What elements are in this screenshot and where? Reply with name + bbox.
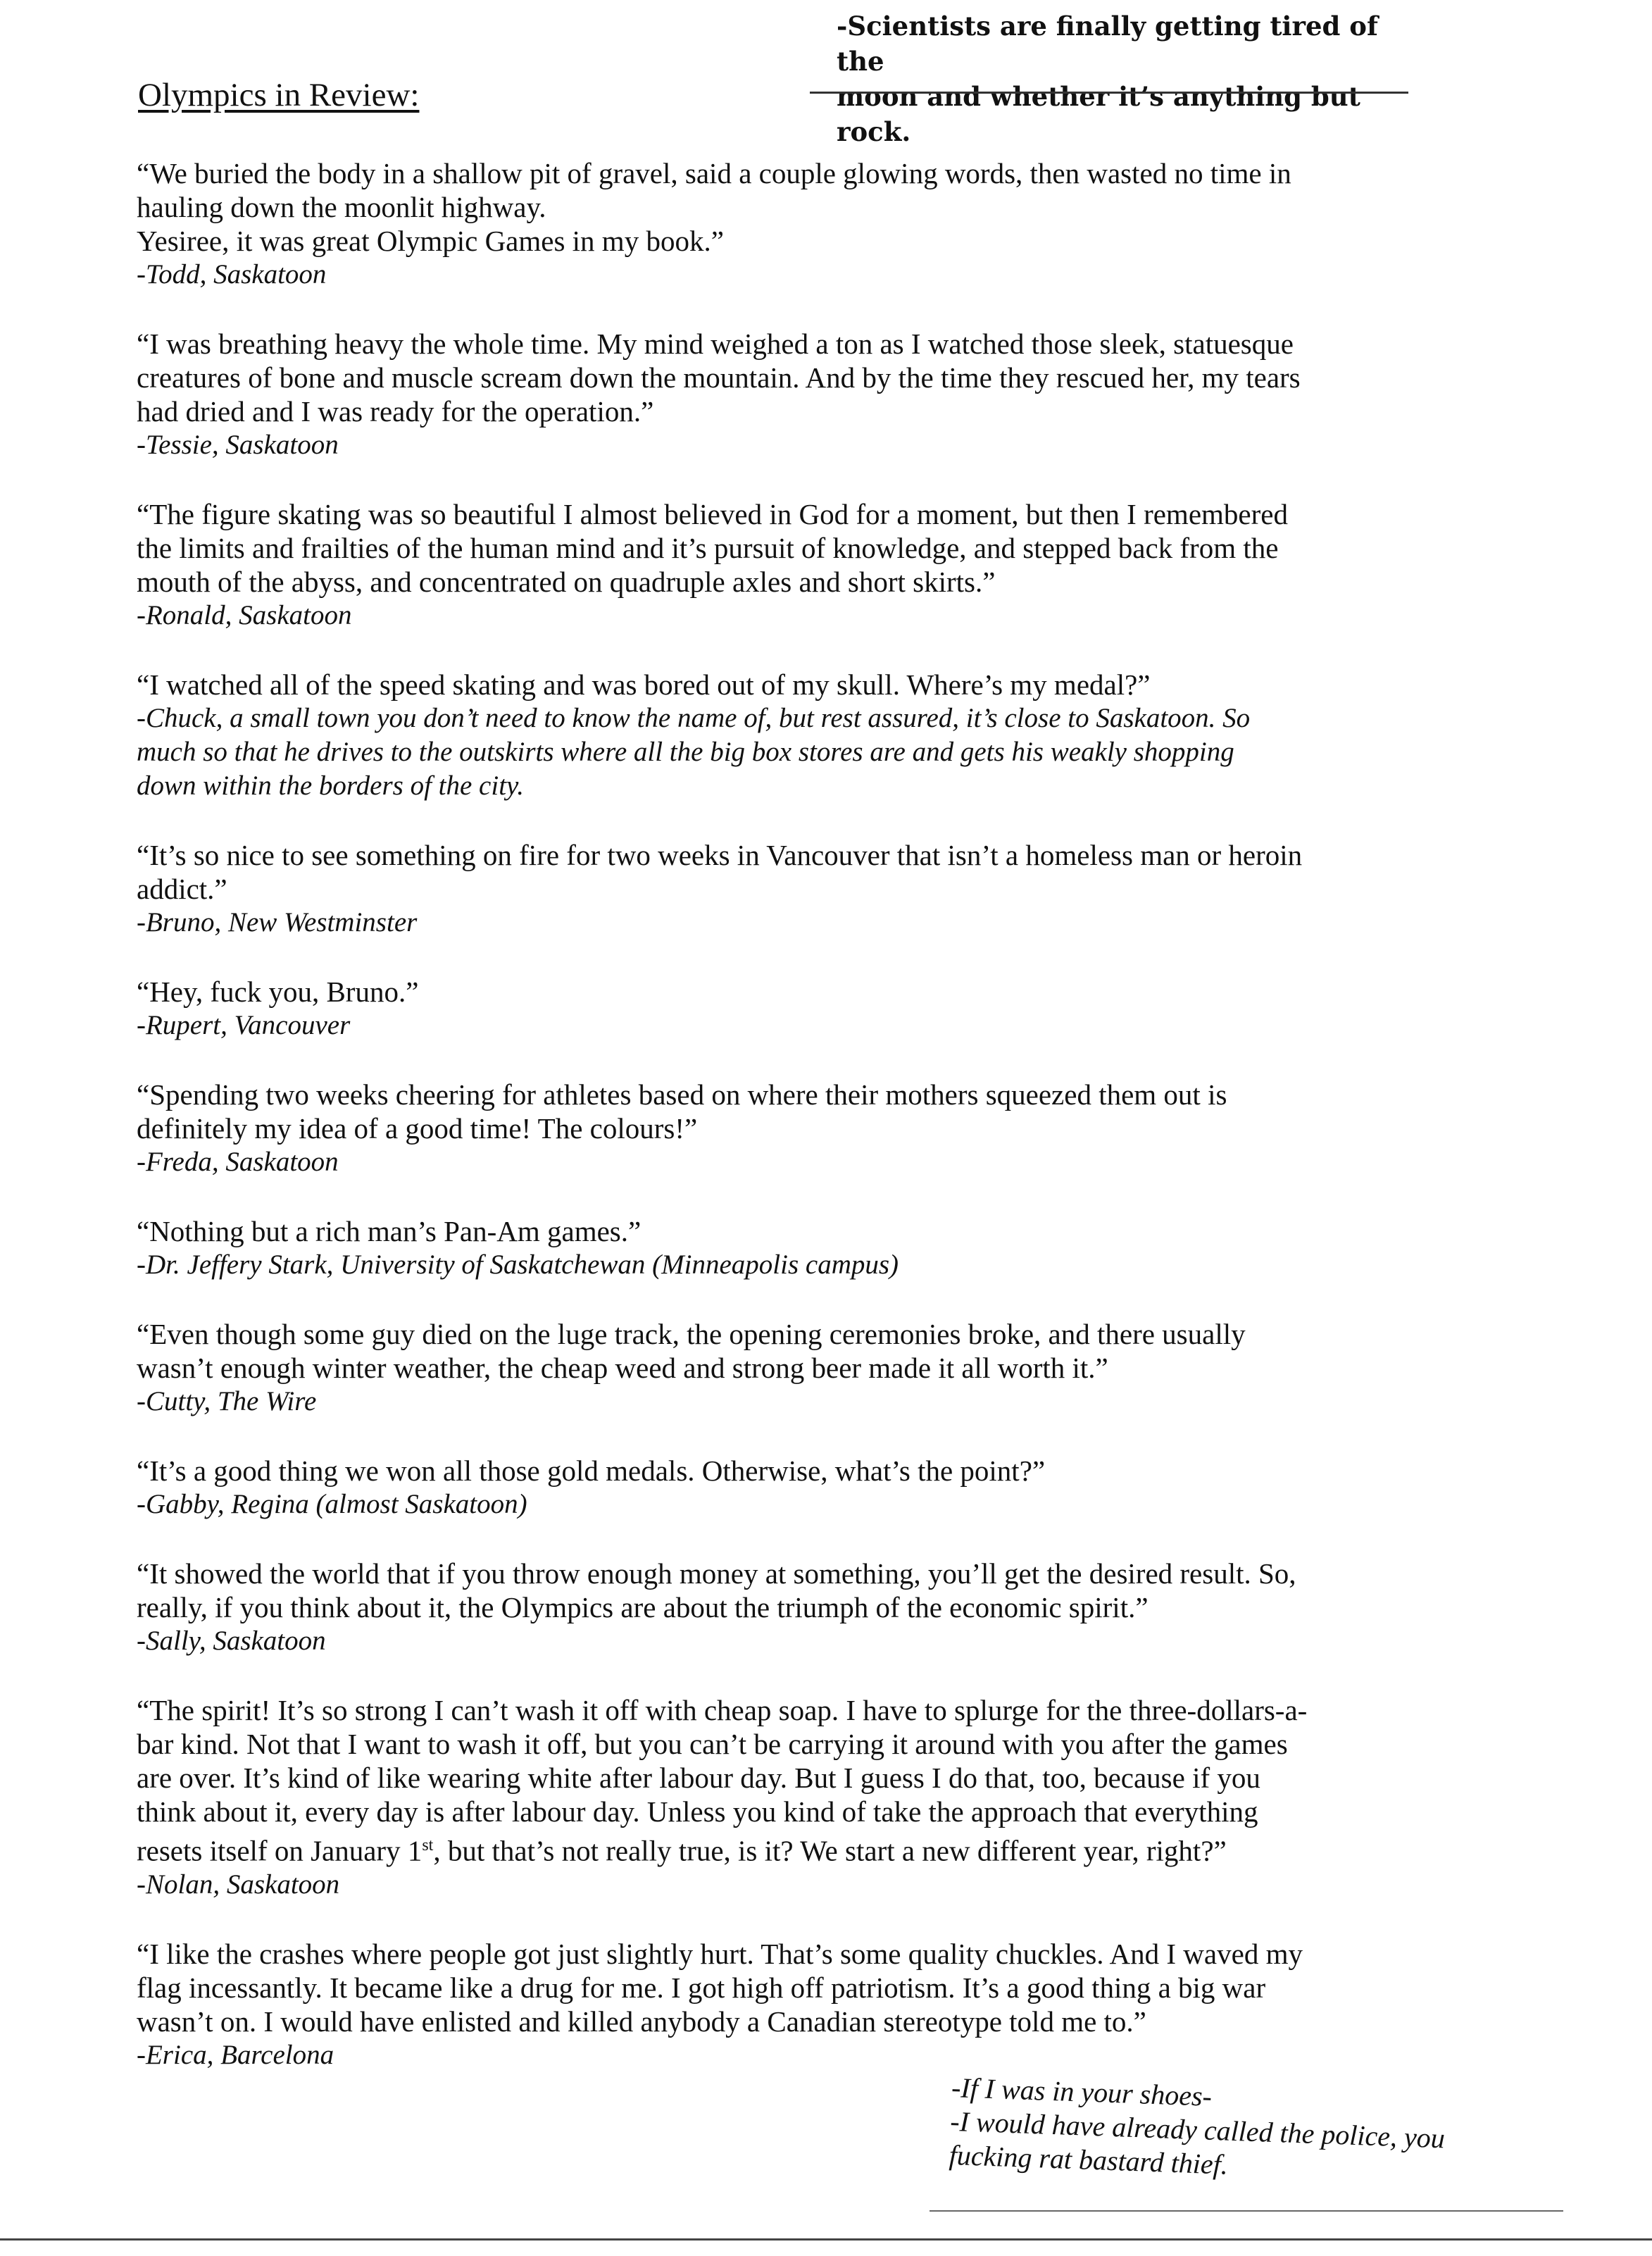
quote-entry-chuck	[137, 668, 1425, 803]
quote-attribution: -Rupert, Vancouver	[137, 1010, 351, 1040]
signoff-line-2: -I would have already called the police, you fucking rat bastard thief.	[949, 2105, 1446, 2181]
quote-attribution: -Dr. Jeffery Stark, University of Saskatchewan (Minneapolis campus)	[137, 1249, 899, 1280]
ordinal-suffix: st	[422, 1836, 434, 1855]
signoff-note	[949, 2071, 1515, 2192]
page-bottom-edge	[0, 2238, 1652, 2241]
quote-text: “I like the crashes where people got just slightly hurt. That’s some quality chuckles. And I waved my flag incessantly. It became like a drug for me. I got high off patriotism. It’s a good thing a big war wasn’t on. I would have enlisted and killed anybody a Canadian stereotype told me to.”	[137, 1937, 1303, 2038]
quote-entry-sally	[137, 1557, 1425, 1658]
quote-entry-tessie	[137, 327, 1425, 462]
quote-text: “It’s so nice to see something on fire for two weeks in Vancouver that isn’t a homeless man or heroin addict.”	[137, 839, 1303, 905]
quote-attribution: -Todd, Saskatoon	[137, 259, 327, 289]
quote-entry-cutty	[137, 1317, 1425, 1419]
quote-entry-erica	[137, 1937, 1425, 2072]
top-note-line-1: -Scientists are finally getting tired of the	[837, 11, 1378, 77]
quote-text: “It’s a good thing we won all those gold medals. Otherwise, what’s the point?”	[137, 1454, 1046, 1487]
quote-entry-rupert	[137, 975, 1425, 1042]
quote-text: “The figure skating was so beautiful I almost believed in God for a moment, but then I remembered the limits and frailties of the human mind and it’s pursuit of knowledge, and stepped back from the mouth of the abyss, and concentrated on quadruple axles and short skirts.”	[137, 498, 1288, 598]
quote-entry-ronald	[137, 497, 1425, 632]
quote-text: “Spending two weeks cheering for athletes based on where their mothers squeezed them out is definitely my idea of a good time! The colours!”	[137, 1078, 1227, 1145]
quote-text: “I was breathing heavy the whole time. My mind weighed a ton as I watched those sleek, statuesque creatures of bone and muscle scream down the mountain. And by the time they rescued her, my tears had dried and I was ready for the operation.”	[137, 328, 1301, 428]
quote-attribution: -Cutty, The Wire	[137, 1386, 317, 1416]
quote-attribution: -Freda, Saskatoon	[137, 1147, 339, 1177]
quote-entry-nolan	[137, 1693, 1425, 1902]
quote-attribution: -Chuck, a small town you don’t need to know the name of, but rest assured, it’s close to Saskatoon. So much so that he drives to the outskirts where all the big box stores are and gets his weakly shopping down within the borders of the city.	[137, 703, 1251, 801]
quote-entry-gabby	[137, 1454, 1425, 1521]
top-note	[837, 8, 1414, 149]
quote-entry-todd	[137, 156, 1425, 292]
quote-attribution: -Ronald, Saskatoon	[137, 600, 352, 630]
quote-entry-bruno	[137, 838, 1425, 940]
signoff-divider	[930, 2210, 1563, 2212]
quote-attribution: -Gabby, Regina (almost Saskatoon)	[137, 1489, 527, 1519]
quote-attribution: -Erica, Barcelona	[137, 2039, 334, 2070]
quote-text: “We buried the body in a shallow pit of gravel, said a couple glowing words, then wasted no time in hauling down the moonlit highway. Yesiree, it was great Olympic Games in my book.”	[137, 157, 1291, 257]
quote-attribution: -Bruno, New Westminster	[137, 907, 418, 937]
quote-text: “Hey, fuck you, Bruno.”	[137, 976, 419, 1008]
top-note-line-2: moon and whether it’s anything but rock.	[837, 81, 1360, 147]
quote-text: “Even though some guy died on the luge track, the opening ceremonies broke, and there usually wasn’t enough winter weather, the cheap weed and strong beer made it all worth it.”	[137, 1318, 1246, 1384]
quote-list	[137, 156, 1425, 2107]
top-note-divider	[810, 92, 1408, 94]
quote-attribution: -Tessie, Saskatoon	[137, 430, 339, 460]
quote-text: “Nothing but a rich man’s Pan-Am games.”	[137, 1215, 642, 1247]
quote-entry-freda	[137, 1078, 1425, 1179]
quote-text: “The spirit! It’s so strong I can’t wash it off with cheap soap. I have to splurge for the three-dollars-a- bar kind. Not that I want to wash it off, but you can’t be carrying it around with you after the games are over. It’s kind of like wearing white after labour day. But I guess I do that, too, because if you think about it, every day is after labour day. Unless you kind of take the approach that everything resets itself on January 1st, but that’s not really true, is it? We start a new different year, right?”	[137, 1694, 1308, 1867]
quote-attribution: -Sally, Saskatoon	[137, 1626, 326, 1656]
quote-text: “I watched all of the speed skating and was bored out of my skull. Where’s my medal?”	[137, 668, 1151, 701]
quote-text: “It showed the world that if you throw enough money at something, you’ll get the desired result. So, really, if you think about it, the Olympics are about the triumph of the economic spirit.”	[137, 1557, 1296, 1624]
signoff-line-1: -If I was in your shoes-	[951, 2071, 1213, 2112]
page-title: Olympics in Review:	[138, 77, 420, 113]
quote-entry-stark	[137, 1214, 1425, 1282]
quote-attribution: -Nolan, Saskatoon	[137, 1869, 340, 1900]
